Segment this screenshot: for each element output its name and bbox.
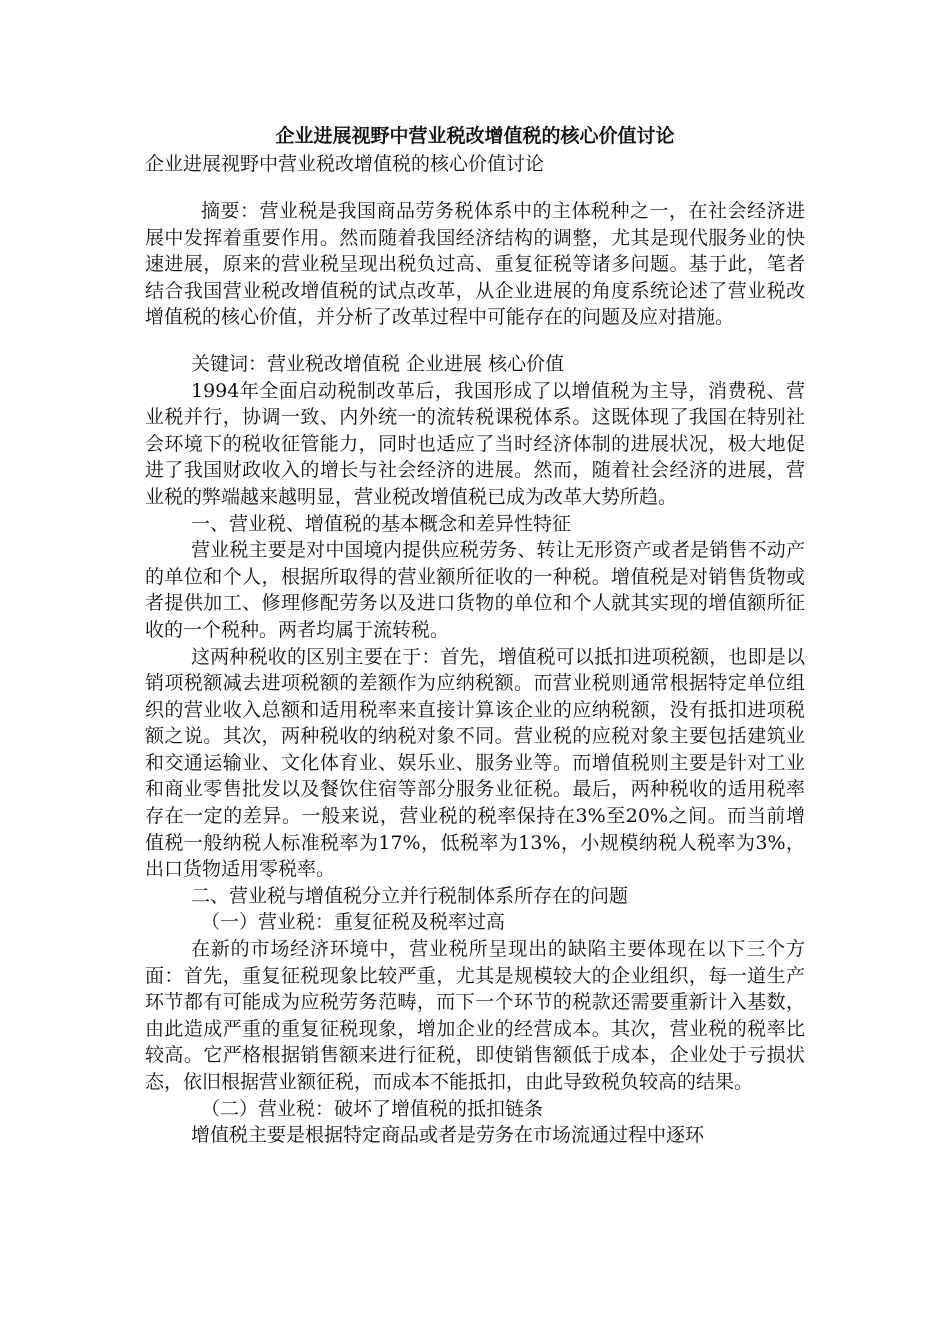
abstract-paragraph: 摘要：营业税是我国商品劳务税体系中的主体税种之一，在社会经济进展中发挥着重要作用。然而随着我国经济结构的调整，尤其是现代服务业的快速进展，原来的营业税呈现出税负过高、重复征税等诸多问题。基于此，笔者结合我国营业税改增值税的试点改革，从企业进展的角度系统论述了营业税改增值税的核心价值，并分析了改革过程中可能存在的问题及应对措施。 bbox=[145, 200, 805, 329]
document-subtitle: 企业进展视野中营业税改增值税的核心价值讨论 bbox=[145, 153, 545, 175]
document-page bbox=[145, 122, 805, 1149]
subsection-heading-2: （二）营业税：破坏了增值税的抵扣链条 bbox=[201, 1097, 544, 1120]
section-heading-1: 一、营业税、增值税的基本概念和差异性特征 bbox=[191, 512, 572, 535]
section-heading-2: 二、营业税与增值税分立并行税制体系所存在的问题 bbox=[191, 884, 629, 907]
intro-paragraph: 1994年全面启动税制改革后，我国形成了以增值税为主导，消费税、营业税并行，协调一致、内外统一的流转税课税体系。这既体现了我国在特别社会环境下的税收征管能力，同时也适应了当时经济体制的进展状况，极大地促进了我国财政收入的增长与社会经济的进展。然而，随着社会经济的进展，营业税的弊端越来越明显，营业税改增值税已成为改革大势所趋。 bbox=[145, 379, 805, 508]
section2-paragraph-1: 在新的市场经济环境中，营业税所呈现出的缺陷主要体现在以下三个方面：首先，重复征税现象比较严重，尤其是规模较大的企业组织，每一道生产环节都有可能成为应税劳务范畴，而下一个环节的税款还需要重新计入基数，由此造成严重的重复征税现象，增加企业的经营成本。其次，营业税的税率比较高。它严格根据销售额来进行征税，即使销售额低于成本，企业处于亏损状态，依旧根据营业额征税，而成本不能抵扣，由此导致税负较高的结果。 bbox=[145, 938, 805, 1093]
subsection-heading-1: （一）营业税：重复征税及税率过高 bbox=[201, 911, 506, 934]
section1-paragraph-2: 这两种税收的区别主要在于：首先，增值税可以抵扣进项税额，也即是以销项税额减去进项税额的差额作为应纳税额。而营业税则通常根据特定单位组织的营业收入总额和适用税率来直接计算该企业的应纳税额，没有抵扣进项税额之说。其次，两种税收的纳税对象不同。营业税的应税对象主要包括建筑业和交通运输业、文化体育业、娱乐业、服务业等。而增值税则主要是针对工业和商业零售批发以及餐饮住宿等部分服务业征税。最后，两种税收的适用税率存在一定的差异。一般来说，营业税的税率保持在3%至20%之间。而当前增值税一般纳税人标准税率为17%，低税率为13%，小规模纳税人税率为3%，出口货物适用零税率。 bbox=[145, 645, 805, 881]
section1-paragraph-1: 营业税主要是对中国境内提供应税劳务、转让无形资产或者是销售不动产的单位和个人，根据所取得的营业额所征收的一种税。增值税是对销售货物或者提供加工、修理修配劳务以及进口货物的单位和个人就其实现的增值额所征收的一个税种。两者均属于流转税。 bbox=[145, 539, 805, 641]
document-title: 企业进展视野中营业税改增值税的核心价值讨论 bbox=[275, 125, 675, 147]
section2-paragraph-2: 增值税主要是根据特定商品或者是劳务在市场流通过程中逐环 bbox=[191, 1124, 705, 1147]
keywords-line: 关键词：营业税改增值税 企业进展 核心价值 bbox=[191, 352, 565, 375]
